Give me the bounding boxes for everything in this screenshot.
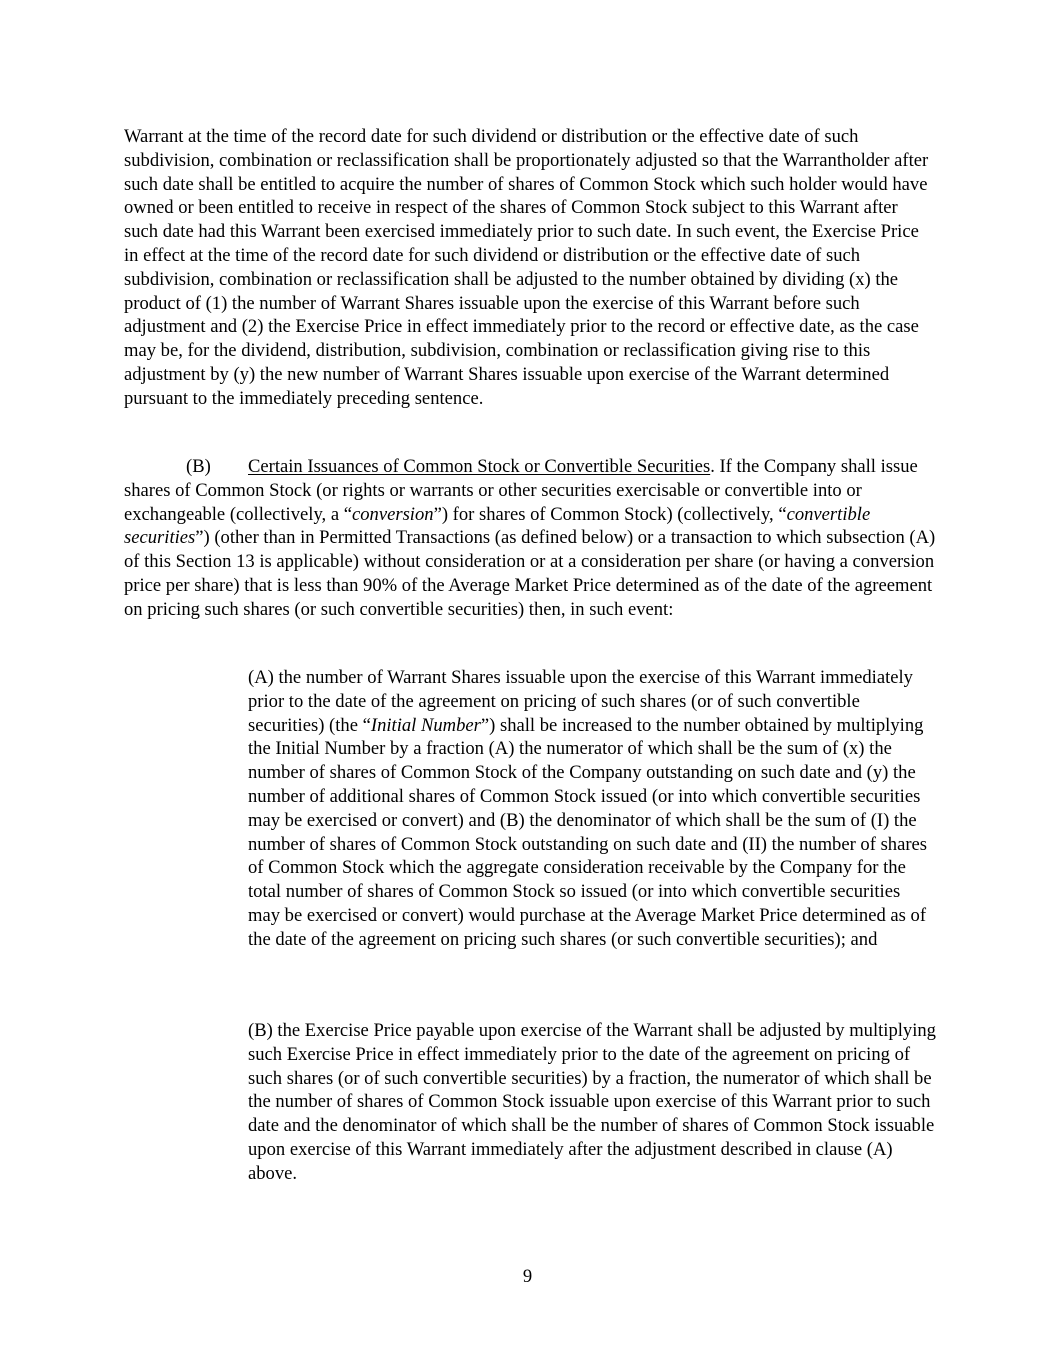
clause-b <box>248 1019 936 1186</box>
clause-text: (B) the Exercise Price payable upon exercise of the Warrant shall be adjusted by multiplying such Exercise Price in effect immediately prior to the date of the agreement on pricing of such shares (or of such convertible securities) by a fraction, the numerator of which shall be the number of shares of Common Stock issuable upon exercise of this Warrant prior to such date and the denominator of which shall be the number of shares of Common Stock issuable upon exercise of this Warrant immediately after the adjustment described in clause (A) above. <box>248 1020 936 1184</box>
defined-term-convertible-securities: convertible securities <box>124 503 871 549</box>
paragraph-text: Warrant at the time of the record date for such dividend or distribution or the effective date of such subdivision, combination or reclassification shall be proportionately adjusted so that the Warrantholder after such date shall be entitled to acquire the number of shares of Common Stock which such holder would have owned or been entitled to receive in respect of the shares of Common Stock subject to this Warrant after such date had this Warrant been exercised immediately prior to such date. In such event, the Exercise Price in effect at the time of the record date for such dividend or distribution or the effective date of such subdivision, combination or reclassification shall be adjusted to the number obtained by dividing (x) the product of (1) the number of Warrant Shares issuable upon the exercise of this Warrant before such adjustment and (2) the Exercise Price in effect immediately prior to the record or effective date, as the case may be, for the dividend, distribution, subdivision, combination or reclassification giving rise to this adjustment by (y) the new number of Warrant Shares issuable upon exercise of the Warrant determined pursuant to the immediately preceding sentence. <box>124 126 929 409</box>
paragraph-section-b <box>124 455 936 622</box>
section-marker: (B) <box>186 456 211 477</box>
clause-a <box>248 666 936 952</box>
paragraph-text: . If the Company shall issue shares of Common Stock (or rights or warrants or other securities exercisable or convertible into or exchangeable (collectively, a “ <box>124 456 918 525</box>
clause-text: ”) shall be increased to the number obtained by multiplying the Initial Number by a fraction (A) the numerator of which shall be the sum of (x) the number of shares of Common Stock of the Company outstanding on such date and (y) the number of additional shares of Common Stock issued (or into which convertible securities may be exercised or convert) and (B) the denominator of which shall be the sum of (I) the number of shares of Common Stock outstanding on such date and (II) the number of shares of Common Stock which the aggregate consideration receivable by the Company for the total number of shares of Common Stock so issued (or into which convertible securities may be exercised or convert) would purchase at the Average Market Price determined as of the date of the agreement on pricing such shares (or such convertible securities); and <box>248 714 928 950</box>
paragraph-text: ”) (other than in Permitted Transactions (as defined below) or a transaction to which subsection (A) of this Section 13 is applicable) without consideration or at a consideration per share (or having a conversion price per share) that is less than 90% of the Average Market Price determined as of the date of the agreement on pricing such shares (or such convertible securities) then, in such event: <box>124 527 936 620</box>
paragraph-continuation <box>124 125 936 411</box>
page-number: 9 <box>522 1266 533 1287</box>
defined-term-conversion: conversion <box>351 503 434 525</box>
clause-text: (A) the number of Warrant Shares issuable upon the exercise of this Warrant immediately prior to the date of the agreement on pricing of such shares (or of such convertible securities) (the “ <box>248 667 913 736</box>
section-heading: Certain Issuances of Common Stock or Convertible Securities <box>248 456 711 477</box>
defined-term-initial-number: Initial Number <box>370 714 481 736</box>
paragraph-text: ”) for shares of Common Stock) (collectively, “ <box>433 503 787 525</box>
